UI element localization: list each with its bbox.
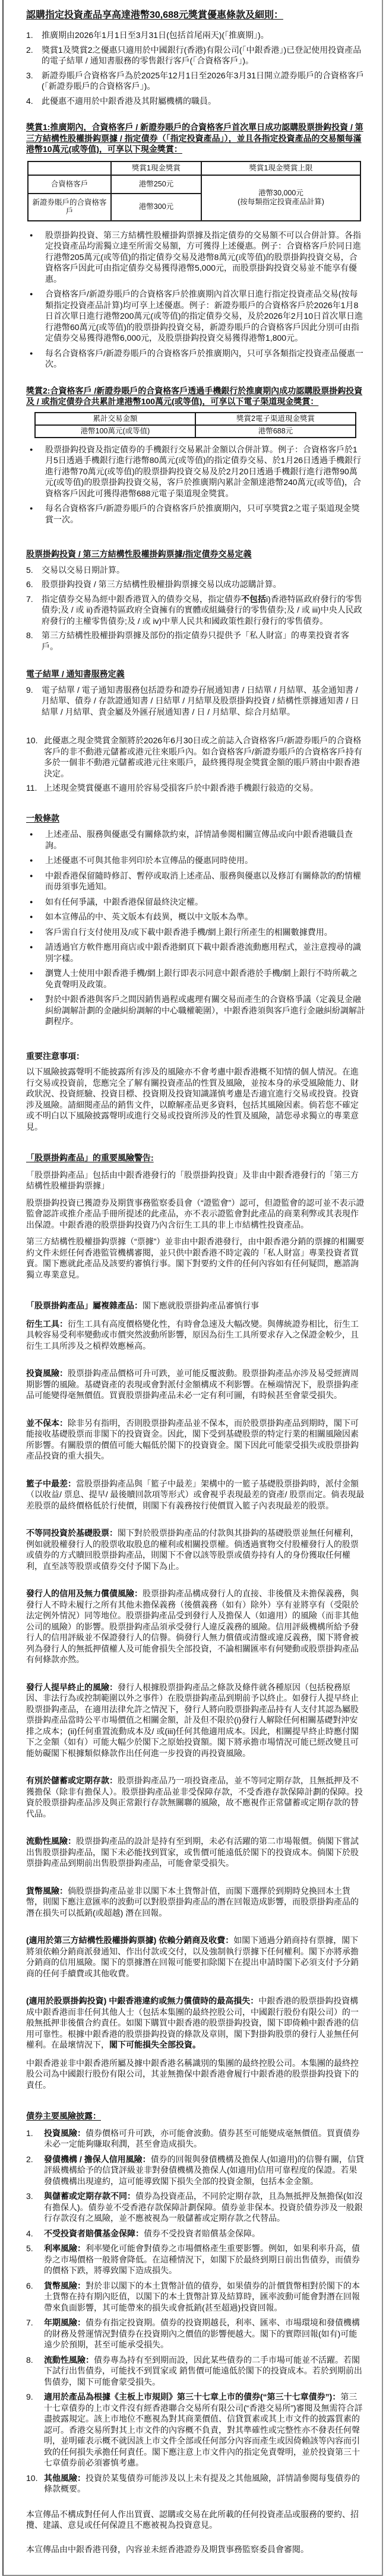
risk-label: 衍生工具： <box>26 1319 68 1329</box>
risk-text: 債券不受投資者賠償基金保障。 <box>144 2228 260 2238</box>
list-item: ● 股票掛鈎投資、第三方結構性股權掛鈎票據及指定債券的交易額不可以合併計算。各指定投資產品均需獨立達至所需交易額，方可獲得上述優惠。例子：合資格客戶於同日進行港幣205萬元(或等值)的指定債券交易及港幣8萬元(或等值)的股票掛鈎投資交易，合資格客戶因此可由指定債券交易獲得港幣5,000元，而股票掛鈎投資交易並不能享有優惠。 <box>26 230 365 285</box>
item-number: 4. <box>26 96 33 106</box>
general-terms-heading: 一般條款 <box>26 813 59 823</box>
list-item <box>26 579 365 590</box>
risk-paragraph <box>26 1935 365 1979</box>
list-item <box>26 96 365 107</box>
item-text: 推廣期由2026年1月1日至3月31日(包括首尾兩天)(「推廣期」)。 <box>42 30 269 40</box>
item-text: 電子結單 / 電子通知書服務包括證券和證券孖展通知書 / 日結單 / 月結單、基金通知書 / 月結單、債券 / 存款證通知書 / 日結單 / 月結單及股票掛鈎投資 / 結構性票據通知書 / 日結單 / 月結單、貴金屬及外匯孖展通知書 / 日 / 月結單、綜合月結單。 <box>42 685 359 717</box>
risk-label: 投資風險： <box>44 2128 86 2138</box>
item-number: 11. <box>26 783 37 793</box>
item-text <box>44 2243 365 2276</box>
list-item: ● 股票掛鈎投資及指定債券的手機銀行交易累計金額以合併計算。例子：合資格客戶於1月5日透過手機銀行進行港幣80萬元(或等值)的指定債券交易、於1月26日透過手機銀行進行港幣70萬元(或等值)的股票掛鈎投資交易及於2月20日透過手機銀行進行港幣90萬元(或等值)的股票掛鈎投資交易，客戶於推廣期內累計金額達港幣240萬元(或等值)，合資格客戶因此可獲得港幣688元電子渠道現金獎賞。 <box>26 444 365 499</box>
list-item: ● 對於中銀香港與客戶之間因銷售過程或處理有關交易而產生的合資格爭議（定義見金融糾紛調解計劃的金融糾紛調解的中心職權範圍），中銀香港須與客戶進行金融糾紛調解計劃程序。 <box>26 994 365 1027</box>
risk-label: 流動性風險： <box>26 1836 76 1846</box>
reward1-table <box>27 161 361 221</box>
heading-text: 閣下應就股票掛鈎產品審慎行事 <box>143 1301 259 1310</box>
cap-note: (按每類指定投資產品計算) <box>238 198 324 206</box>
risk-text: 股票掛鈎產品價格可升可跌，並可能反覆波動。股票掛鈎產品亦涉及易受經濟周期影響的風險。基礎資產的表現或會對派付金額構成不利影響。在極端情況下，股票掛鈎產品可能變得毫無價值。買賣股票掛鈎產品未必一定有利可圖，有時候甚至會蒙受損失。 <box>26 1368 359 1400</box>
table-header-row <box>28 161 360 175</box>
table-row <box>28 175 360 194</box>
elp-paragraph: 股票掛鈎投資已獲證券及期貨事務監察委員會（“證監會”）認可，但證監會的認可並不表示證監會認許或推介產品手冊所提述的此產品，亦不表示證監會對此產品的商業利弊或其表現作出保證。中銀香港的股票掛鈎投資乃內含衍生工具的非上市結構性投資產品。 <box>26 1197 365 1230</box>
risk-text: 投資於某隻債券可能涉及以上未有提及之其他風險，詳情請參閱每隻債券的條款概要。 <box>44 2473 360 2493</box>
risk-paragraph <box>26 1418 365 1462</box>
item-text: 此優惠不適用於中銀香港及其附屬機構的職員。 <box>42 96 216 106</box>
risk-text: 衍生工具有高度價格變化性，有時會急速及大幅改變。與傳統證券相比，衍生工具較容易受利率變動或市價突然波動所影響，原因為衍生工具所要求存入之保證金較少，且衍生工具所涉及之槓桿效應極高。 <box>26 1319 359 1351</box>
risk-text: 債券價格可升可跌，亦可能會波動。債券甚至可能變成毫無價值。買賣債券未必一定能夠賺取利潤，甚至會造成損失。 <box>44 2128 360 2149</box>
item-number: 9. <box>26 685 33 695</box>
item-number: 9. <box>26 2392 33 2401</box>
item-number: 10. <box>26 736 38 745</box>
item-number: 3. <box>26 70 33 80</box>
risk-text: 發行人根據股票掛鈎產品之條款及條件就各種原因（包括稅務原因、非法行為或控制範圍以外之事件）在股票掛鈎產品到期前予以終止。如發行人提早終止股票掛鈎產品，在適用法律允許之情況下，發行人將向股票掛鈎產品持有人支付其認為屬股票掛鈎產品當時公平市場價值之相關金額，計及但不限於(i)發行人解除任何相關基礎對沖安排之成本；(ii)任何重置流動成本及/ 或(iii)任何其他適用成本。因此，相關提早終止時應付閣下之金額（如有）可能大幅少於閣下之原始投資額。閣下將承擔市場情況可能已經改變且可能妨礙閣下根據類似條款作出任何進一步投資的再投資風險。 <box>26 1682 359 1758</box>
table-header-row <box>35 413 356 425</box>
list-item: ● 客戶需自行支付使用及/或下載中銀香港手機/網上銀行所產生的相關數據費用。 <box>26 927 365 938</box>
list-item <box>26 685 365 718</box>
list-item <box>26 45 365 66</box>
item-text: 股票掛鈎投資 / 第三方結構性股權掛鈎票據交易以成功認購計算。 <box>42 579 281 589</box>
table-row <box>35 425 356 438</box>
risk-text: 對於非以閣下的本土貨幣計值的債券，如果債券的計價貨幣相對於閣下的本土貨幣在持有期內貶值，以閣下的本土貨幣計算及結算時，匯率波動可能會對潛在回報帶來負面影響，其可能帶來的損失或會抵銷(甚至超過)投資回報。 <box>44 2280 360 2312</box>
item-text-part: 指定債券交易為經中銀香港買入的債券交易，指定債券 <box>42 594 241 604</box>
list-item <box>26 2228 365 2239</box>
risk-text: 如閣下通過分銷商持有票據，閣下將須依賴分銷商派發通知、作出付款或交付，以及強制執行票據下任何權利。閣下亦將承擔分銷商的信用風險。閣下的票據潛在回報可能要扣除閣下在提出申請時閣下必須支付予分銷商的任何手續費或其他收費。 <box>26 1935 359 1978</box>
item-text <box>44 2391 365 2469</box>
risk-label: 發債機構 / 擔保人信用風險： <box>44 2154 151 2164</box>
risk-label: 籃子中最差： <box>26 1478 76 1488</box>
elp-paragraph: 第三方結構性股權掛鈎票據（“票據”）並非由中銀香港發行，由中銀香港分銷的票據的相關要約文件未經任何香港監管機構審閱，並只供中銀香港不時定義的「私人財富」專業投資者買賣。閣下應就此產品及該要約審慎行事。閣下對要約文件的任何內容如有任何疑問，應諮詢獨立專業意見。 <box>26 1237 365 1279</box>
disclaimer-paragraph: 本宣傳品不構成對任何人作出買賣、認購或交易在此所載的任何投資產品或服務的要約、招攬、建議、意見或任何保證且不應被視為投資意見。 <box>26 2509 359 2530</box>
risk-text: 債券有指定投資期。債券的投資期越長，利率、匯率、市場環境和發債機構的財務及營運情況對債券在投資期內之價值的影響便越大。閣下的實際回報(如有)可能遠少於預期，甚至可能承受損失。 <box>44 2318 360 2349</box>
list-item: ● 中銀香港保留隨時修訂、暫停或取消上述產品、服務與優惠以及修訂有關條款的酌情權而毋須事先通知。 <box>26 870 365 892</box>
list-item <box>26 735 365 779</box>
list-item <box>26 2243 365 2276</box>
page-title: 認購指定投資產品享高達港幣30,688元獎賞優惠條款及細則： <box>26 10 283 20</box>
risk-paragraph <box>26 1588 365 1665</box>
risk-paragraph <box>26 1995 365 2051</box>
item-number: 8. <box>26 2355 33 2365</box>
list-item: ● 請透過官方軟件應用商店或中銀香港網頁下載中銀香港流動應用程式，並注意搜尋的識別字樣。 <box>26 942 365 964</box>
cell-customer-type: 合資格客戶 <box>28 175 111 194</box>
risk-paragraph <box>26 1528 365 1571</box>
risk-text: 當股票掛鈎產品與「籃子中最差」架構中的一籃子基礎股票掛鈎時，派付金額（以收益/ 票息、提早/ 最後贖回款項等形式）或會視乎表現最差的資產/ 股票而定。倘表現最差股票的最終價格低於行使價，則閣下有義務按行使價買入籃子內表現最差的股票。 <box>26 1478 365 1510</box>
risk-text: 中銀香港的股票掛鈎投資構成中銀香港而非任何其他人士（包括本集團的最終控股公司，中國銀行股份有限公司）的一般無抵押非後償合約責任。如閣下購買中銀香港的股票掛鈎投資，閣下即倚賴中銀香港的信用可靠性。根據中銀香港的股票掛鈎投資的條款及章則，閣下對掛鈎股票的發行人並無任何權利。在最壞情況下， <box>26 1996 359 2049</box>
header-cell <box>28 161 111 175</box>
item-text <box>44 2191 365 2224</box>
item-number: 7. <box>26 2318 33 2327</box>
cell-reward-amount: 港幣250元 <box>111 175 201 194</box>
item-text: 新證券賬戶合資格客戶為於2025年12月1日至2026年3月31日開立證券賬戶的合資格客戶(「新證券賬戶的合資格客戶」)。 <box>42 70 365 91</box>
item-text <box>44 2228 365 2239</box>
item-number: 10. <box>26 2473 38 2483</box>
risk-paragraph <box>26 1478 365 1512</box>
credit-terms-list <box>26 735 365 794</box>
risk-text: 閣下對於股票掛鈎產品的付款與其掛鈎的基礎股票並無任何權利，例如就股權發行人的股票收取股息的權利或相關投票權。倘透過實物交付股權發行人的股票或債券的方式贖回股票掛鈎產品，則閣下不會以該等股票或債券持有人的身份獲取任何權利，直至該等股票或債券交付予閣下為止。 <box>26 1528 359 1571</box>
risk-label: 不受投資者賠償基金保障： <box>44 2228 144 2238</box>
risk-label: 發行人的信用及無力償債風險： <box>26 1589 143 1598</box>
item-number: 6. <box>26 2280 33 2290</box>
list-item <box>26 2391 365 2469</box>
important-notice-body: 以下風險披露聲明不能披露所有涉及的風險亦不會考慮中銀香港概不知情的個人情況。在進行交易或投資前，您應完全了解有關投資產品的性質及風險，並按本身的承受風險能力、財政狀況、投資經驗、投資目標、投資期及投資知識謹慎考慮是否適宜進行交易或投資。投資涉及風險。請細閱產品的銷售文件，以瞭解產品更多資料，包括其風險因素。倘若您不確定或不明白以下風險披露聲明或進行交易或投資所涉及的性質及風險，請您尋求獨立的專業意見。 <box>26 1067 359 1132</box>
list-item <box>26 2280 365 2314</box>
estatement-definition-list <box>26 685 365 718</box>
item-number: 6. <box>26 579 33 589</box>
risk-paragraph <box>26 1836 365 1869</box>
item-number: 1. <box>26 30 33 40</box>
item-number: 5. <box>26 565 33 575</box>
list-item: ● 每名合資格客戶/新證券賬戶的合資格客戶於推廣期內，只可享各類指定投資產品優惠一次。 <box>26 348 365 370</box>
item-text-bold: 不包括 <box>241 594 266 604</box>
risk-label: (適用於股票掛鈎投資) 中銀香港違約或無力償債時的最高損失： <box>26 1996 259 2005</box>
item-text <box>44 2128 365 2150</box>
list-item <box>26 70 365 92</box>
risk-paragraph <box>26 1319 365 1352</box>
item-text: 第三方結構性股權掛鈎票據及部份的指定債券只提供予「私人財富」的專業投資者客戶。 <box>42 630 349 651</box>
list-item: ● 合資格客戶/新證券賬戶的合資格客戶於推廣期內首次單日進行指定投資產品交易(按每類指定投資產品計算)均可享上述優惠。例子：新證券賬戶的合資格客戶於2026年1月8日首次單日進行港幣200萬元(或等值)的指定債券交易，及於2026年2月10日首次單日進行港幣60萬元(或等值)的股票掛鈎投資交易，新證券賬戶的合資格客戶因此分別可由指定債券交易獲得港幣6,000元，及股票掛鈎投資交易獲得港幣1,800元。 <box>26 289 365 344</box>
list-item <box>26 565 365 576</box>
risk-text: 債券為投資產品，不同於定期存款，且為無抵押及無擔保(如沒有擔保人)。債券並不受香港存款保障計劃保障。債券並非保本。投資於債券涉及一般銀行存款沒有之風險，並不應被視為一般儲蓄或定期存款之代替品。 <box>44 2191 363 2223</box>
list-item: ● 如有任何爭議，中銀香港保留最終決定權。 <box>26 896 365 908</box>
risk-label: 發行人提早終止的風險： <box>26 1682 118 1692</box>
item-text <box>44 2280 365 2314</box>
list-item: ● 如本宣傳品的中、英文版本有歧異，概以中文版本為準。 <box>26 911 365 923</box>
document-page <box>2 0 383 2576</box>
reward1-heading: 獎賞1:推廣期內，合資格客戶 / 新證券賬戶的合資格客戶首次單日成功認購股票掛鈎投資 / 第三方結構性股權掛鈎票據 / 指定債券（「指定投資產品」），並且各指定投資產品的交易額每滿港幣10萬元(或等值)，可享以下現金獎賞： <box>26 122 363 154</box>
list-item: ● 瀏覽人士使用中銀香港手機/網上銀行即表示同意中銀香港於手機/網上銀行不時所載之免責聲明及政策。 <box>26 968 365 990</box>
list-item: ● 上述優惠不可與其他非列印於本宣傳品的優惠同時使用。 <box>26 855 365 866</box>
item-number: 8. <box>26 630 33 640</box>
list-item <box>26 594 365 627</box>
heading-label: 「股票掛鈎產品」屬複雜產品： <box>26 1301 143 1310</box>
bond-risk-list <box>26 2128 365 2495</box>
risk-label: 有別於儲蓄或定期存款： <box>26 1776 118 1785</box>
reward2-bullets <box>26 444 365 525</box>
issuer-paragraph: 本宣傳品由中銀香港刊發，內容並未經香港證券及期貨事務監察委員會審閱。 <box>26 2544 309 2554</box>
risk-label: 投資風險： <box>26 1368 68 1378</box>
list-item <box>26 2355 365 2388</box>
complex-product-heading <box>26 1300 365 1311</box>
list-item <box>26 2317 365 2350</box>
risk-text: 債券的回報與發債機構及擔保人(如適用)的信譽有關，信貸評級機構給予的信貸評級並非對發債機構及擔保人(如適用)信用可靠程度的保證。若果發債機構出現違約，這可能導致閣下損失全部的投資金額，包括本金金額。 <box>44 2154 364 2186</box>
product-definition-list <box>26 565 365 652</box>
risk-label: 適用於產品為根據《主板上市規則》第三十七章上市的債券(“第三十七章債券”)： <box>44 2392 341 2401</box>
risk-paragraph <box>26 1775 365 1819</box>
risk-label: 貨幣風險： <box>26 1886 68 1896</box>
reward2-heading: 獎賞2:合資格客戶 /新證券賬戶的合資格客戶透過手機銀行於推廣期內成功認購股票掛鈎投資及 / 或指定債券合共累計達港幣100萬元(或等值)，可享以下電子渠道現金獎賞： <box>26 385 363 406</box>
risk-paragraph <box>26 1886 365 1919</box>
risk-label: 與儲蓄或定期存款不同： <box>44 2191 135 2201</box>
intro-list <box>26 30 365 106</box>
header-cell: 獎賞1現金獎賞 <box>111 161 201 175</box>
list-item <box>26 2154 365 2187</box>
list-item <box>26 2473 365 2495</box>
risk-text: 股票掛鈎產品的設計是持有至到期，未必有活躍的第二市場報價。倘閣下嘗試出售股票掛鈎產品，閣下未必能找到買家，或售價可能遠低於閣下的投資成本。倘閣下於股票掛鈎產品到期前出售股票掛鈎產品，可能會蒙受損失。 <box>26 1836 359 1868</box>
risk-text: 倘股票掛鈎產品並非以閣下本土貨幣計值，而閣下選擇於到期時兌換回本土貨幣，則閣下應注意匯率的波動可以對股票掛鈎產品的潛在回報造成影響，而股票掛鈎產品的潛在損失可以抵銷(或超越) 潛在回報。 <box>26 1886 359 1918</box>
list-item <box>26 2191 365 2224</box>
item-text <box>44 2473 365 2495</box>
risk-label: 流動性風險： <box>44 2355 94 2365</box>
risk-text: 股票掛鈎產品乃一項投資產品，並不等同定期存款，且無抵押及不獲擔保（除非有擔保人）。股票掛鈎產品並非受保障存款，不受香港存款保障計劃的保障。投資於股票掛鈎產品涉及與正常銀行存款無關聯的風險，故不應視作正常儲蓄或定期存款的替代品。 <box>26 1776 363 1818</box>
product-definition-heading: 股票掛鈎投資 / 第三方結構性股權掛鈎票據/指定債券交易定義 <box>26 549 252 559</box>
risk-paragraph <box>26 1682 365 1759</box>
list-item <box>26 30 365 41</box>
reward1-bullets <box>26 230 365 370</box>
risk-label: 不等同投資於基礎股票： <box>26 1528 118 1538</box>
risk-text: 中銀香港並非中銀香港所屬及據中銀香港名稱識別的集團的最終控股公司。本集團的最終控股公司為中國銀行股份有限公司，其並無擔保中銀香港會履行中銀香港的股票掛鈎投資下的責任。 <box>26 2058 359 2090</box>
risk-label: 其他風險： <box>44 2473 86 2483</box>
header-cell: 獎賞2電子渠道現金獎賞 <box>195 413 356 425</box>
item-text-part: i)香港特區政府發行的零售債券;及 / 或 ii)香港特區政府全資擁有的實體或組織發行的零售債券;及 / 或 iii)中央人民政府發行的主權零售債券;及 / 或 iv)中華人民共和國政策性銀行發行的零售債券。 <box>42 594 362 626</box>
item-text: 交易以交易日期計算。 <box>42 565 125 575</box>
item-text: 此優惠之現金獎賞金額將於2026年6月30日或之前誌入合資格客戶/新證券賬戶的合資格客戶的非不動港元儲蓄或港元往來賬戶內。如合資格客戶/新證券賬戶的合資格客戶持有多於一個非不動港元儲蓄或港元往來賬戶，最終獲得現金獎賞金額的賬戶將由中銀香港決定。 <box>44 736 362 778</box>
item-text <box>42 594 365 627</box>
important-notice-heading: 重要注意事項： <box>26 1051 84 1061</box>
risk-paragraph <box>26 1368 365 1401</box>
risk-text: 股票掛鈎產品構成發行人的直接、非後償及未擔保義務，與發行人不時未履行之所有其他未擔保義務（後償義務（如有）除外）享有並將享有（受限於法定例外情況）同等地位。股票掛鈎產品受到發行人及擔保人（如適用）的風險（而非其他公司的風險）的影響。股票掛鈎產品須承受發行人違反義務的風險。信用評級機構所給予發行人的信用評級並不保證發行人的信譽。倘發行人無力償債或清盤或違反義務，閣下將會被列為發行人的無抵押債權人及可能會損失全部投資，不論相關匯率有何變動或股票掛鈎產品有何條款亦然。 <box>26 1589 359 1664</box>
item-text <box>44 2154 365 2187</box>
risk-label: 利率風險： <box>44 2244 86 2253</box>
cell-reward-amount: 港幣688元 <box>195 425 356 438</box>
elp-risk-warning-heading: 「股票掛鈎產品」的重要風險警告: <box>26 1153 154 1162</box>
reward2-table <box>34 412 356 438</box>
cap-amount: 港幣30,000元 <box>258 189 303 197</box>
item-number: 1. <box>26 2128 33 2138</box>
cell-reward-amount: 港幣300元 <box>111 194 201 221</box>
risk-label: 並不保本： <box>26 1418 68 1428</box>
item-number: 5. <box>26 2244 33 2253</box>
cell-customer-type: 新證券賬戶的合資格客戶 <box>28 194 111 221</box>
general-terms-bullets <box>26 829 365 1027</box>
list-item <box>26 2128 365 2150</box>
item-number: 3. <box>26 2191 33 2201</box>
risk-text: 債券專為持有至到期而設，因此某些債券的二手市場可能並不活躍。若閣下試行出售債券，可能找不到買家或 銷售價可能遠低於閣下的投資成本。若於到期前出售債券，閣下可能會蒙受損失。 <box>44 2355 362 2387</box>
item-text: 獎賞1及獎賞2之優惠只適用於中國銀行(香港)有限公司(「中銀香港」)已登記使用投資產品的電子結單 / 通知書服務的零售銀行客戶(「合資格客戶」)。 <box>42 45 362 65</box>
header-cell: 累計交易金額 <box>35 413 195 425</box>
risk-text: 第三十七章債券的上市文件沒有經香港聯合交易所有限公司(“香港交易所”)審閱及無需符合詳盡披露規定。該上市地位不應視為對其商業價值、信貸質素或其上市文件的披露質素的認可。香港交易所對其上市文件的內容概不負責，對其準確性或完整性亦不發表任何聲明，並明確表示概不就因該上市文件全部或任何部分內容而產生或因倚賴該等內容而引致的任何損失承擔任何責任。閣下應注意上市文件內的指定免責聲明，並於投資第三十七章債券前必須審慎考慮。 <box>44 2392 363 2467</box>
item-text <box>44 2317 365 2350</box>
header-cell: 獎賞1現金獎賞上限 <box>201 161 360 175</box>
risk-text: 除非另有指明，否則股票掛鈎產品並不保本，而於股票掛鈎產品到期時，閣下可能接收基礎股票而非閣下的投資資金。因此，閣下受到基礎股票的特定行業的相關風險因素所影響。有關股票的價值可能大幅低於閣下的投資資金。閣下因此可能蒙受損失或股票掛鈎產品投資的重大損失。 <box>26 1418 359 1460</box>
risk-label: 貨幣風險： <box>44 2280 86 2290</box>
risk-label: (適用於第三方結構性股權掛鈎票據) 依賴分銷商及收費： <box>26 1935 234 1945</box>
risk-paragraph <box>26 2058 365 2091</box>
item-text <box>44 2355 365 2388</box>
bond-risk-heading: 債券主要風險披露： <box>26 2111 101 2121</box>
risk-label: 年期風險： <box>44 2318 86 2327</box>
list-item <box>26 782 365 794</box>
estatement-definition-heading: 電子結單 / 通知書服務定義 <box>26 669 125 679</box>
cell-reward-cap <box>201 175 360 221</box>
item-number: 4. <box>26 2228 33 2238</box>
list-item: ● 上述產品、服務與優惠受有關條款約束，詳情請參閱相關宣傳品或向中銀香港職員查詢。 <box>26 829 365 851</box>
risk-text: 利率變化可能會對債券之市場價格產生重要影響。例如，如果利率升高，債券之市場價格一般將會降低。在這種情況下，如閣下於最終到期日前出售債券，而債券的價格下跌，將導致閣下造成損失。 <box>44 2244 360 2275</box>
item-number: 2. <box>26 2154 33 2164</box>
list-item: ● 每名合資格客戶/新證券賬戶的合資格客戶於推廣期內，只可享獎賞2之電子渠道現金獎賞一次。 <box>26 503 365 525</box>
item-number: 2. <box>26 45 33 55</box>
cell-cumulative-amount: 港幣100萬元(或等值) <box>35 425 195 438</box>
item-number: 7. <box>26 594 33 604</box>
risk-text-bold: 閣下可能損失全部投資。 <box>109 2040 201 2049</box>
list-item <box>26 630 365 652</box>
item-text: 上述現金獎賞優惠不適用於容易受損客戶於中銀香港手機銀行敍造的交易。 <box>44 783 318 793</box>
elp-paragraph: 「股票掛鈎產品」包括由中銀香港發行的「股票掛鈎投資」及非由中銀香港發行的「第三方結構性股權掛鈎票據」 <box>26 1170 359 1190</box>
